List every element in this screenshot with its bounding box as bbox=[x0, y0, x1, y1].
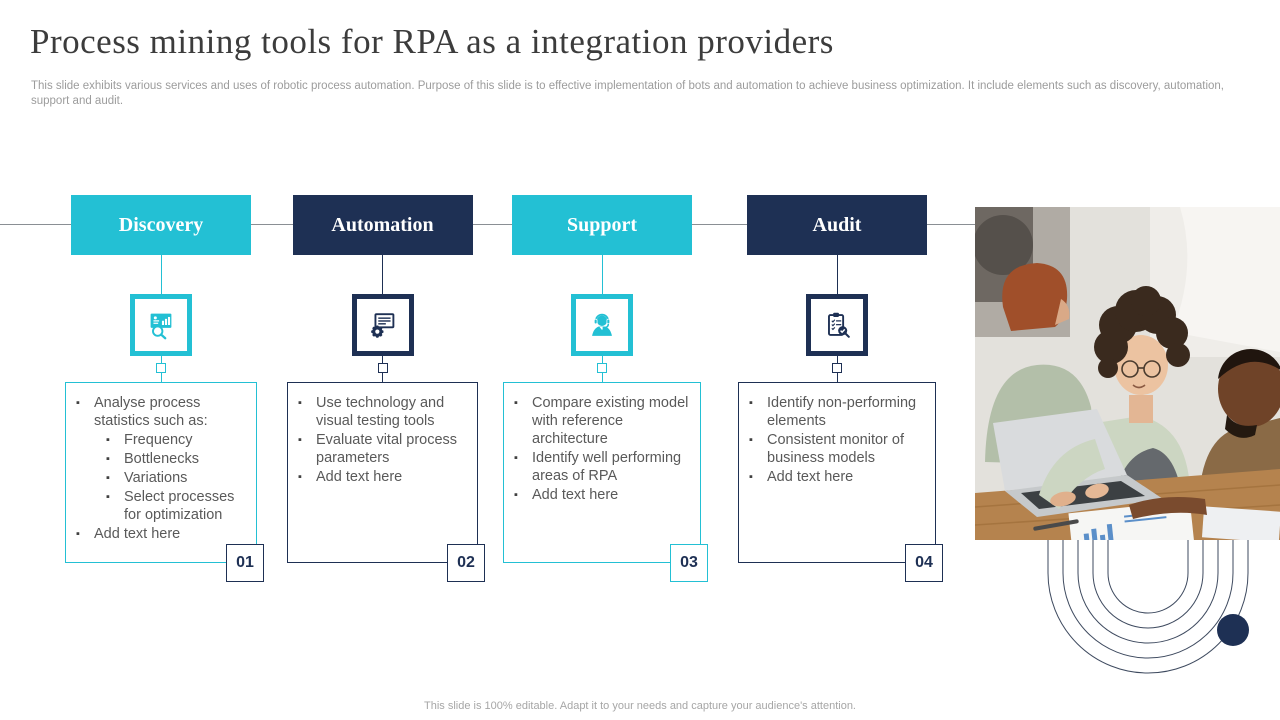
support-agent-icon bbox=[585, 308, 619, 342]
bullet-text: Identify well performing areas of RPA bbox=[532, 450, 682, 484]
bullet-item bbox=[76, 488, 253, 524]
slide-footer-note: This slide is 100% editable. Adapt it to your needs and capture your audience's attention. bbox=[424, 700, 856, 712]
bullet-item bbox=[749, 431, 932, 467]
bullet-item bbox=[298, 394, 474, 430]
bullet-text: Bottlenecks bbox=[124, 451, 199, 467]
connector-node bbox=[378, 363, 388, 373]
textbox-audit bbox=[738, 382, 936, 563]
bullet-marker: ▪ bbox=[514, 397, 518, 409]
column-automation bbox=[287, 195, 478, 595]
column-header-automation: Automation bbox=[293, 195, 473, 255]
bullet-marker: ▪ bbox=[76, 397, 80, 409]
bullet-item bbox=[749, 468, 932, 486]
bullet-text: Compare existing model with reference architecture bbox=[532, 395, 689, 447]
bullet-text: Variations bbox=[124, 470, 188, 486]
accent-dot bbox=[1217, 614, 1249, 646]
step-number-badge: 04 bbox=[905, 544, 943, 582]
slide-title: Process mining tools for RPA as a integration providers bbox=[30, 22, 834, 61]
column-header-discovery: Discovery bbox=[71, 195, 251, 255]
icon-frame bbox=[130, 294, 192, 356]
audit-checklist-icon bbox=[820, 308, 854, 342]
step-number-badge: 01 bbox=[226, 544, 264, 582]
column-discovery bbox=[65, 195, 257, 595]
bullet-text: Add text here bbox=[767, 469, 854, 485]
bullet-list bbox=[504, 383, 700, 504]
arc-decoration bbox=[1020, 540, 1280, 690]
bullet-item bbox=[76, 431, 253, 449]
presentation-analysis-icon bbox=[144, 308, 178, 342]
bullet-marker: ▪ bbox=[106, 434, 110, 446]
bullet-text: Select processes for optimization bbox=[124, 489, 235, 523]
bullet-marker: ▪ bbox=[749, 434, 753, 446]
connector-node bbox=[832, 363, 842, 373]
bullet-marker: ▪ bbox=[76, 528, 80, 540]
bullet-item bbox=[749, 394, 932, 430]
bullet-item bbox=[76, 450, 253, 468]
column-header-audit: Audit bbox=[747, 195, 927, 255]
bullet-marker: ▪ bbox=[514, 489, 518, 501]
bullet-marker: ▪ bbox=[106, 472, 110, 484]
bullet-text: Add text here bbox=[316, 469, 403, 485]
bullet-marker: ▪ bbox=[298, 434, 302, 446]
bullet-text: Analyse process statistics such as: bbox=[94, 395, 208, 429]
bullet-item bbox=[76, 394, 253, 430]
step-number-badge: 02 bbox=[447, 544, 485, 582]
column-support bbox=[503, 195, 701, 595]
step-number-badge: 03 bbox=[670, 544, 708, 582]
column-header-support: Support bbox=[512, 195, 692, 255]
slide-subtitle: This slide exhibits various services and uses of robotic process automation. Purpose of this slide is to effective implementation of bots and automation to achieve business optimization. It include elements such as discovery, automation, support and audit. bbox=[31, 80, 1225, 107]
bullet-marker: ▪ bbox=[749, 471, 753, 483]
bullet-item bbox=[76, 525, 253, 543]
team-photo bbox=[975, 207, 1280, 540]
bullet-marker: ▪ bbox=[298, 397, 302, 409]
bullet-text: Add text here bbox=[94, 526, 181, 542]
connector-node bbox=[156, 363, 166, 373]
icon-frame bbox=[806, 294, 868, 356]
bullet-item bbox=[514, 449, 697, 485]
bullet-item bbox=[298, 431, 474, 467]
bullet-marker: ▪ bbox=[106, 453, 110, 465]
bullet-marker: ▪ bbox=[298, 471, 302, 483]
bullet-text: Evaluate vital process parameters bbox=[316, 432, 458, 466]
bullet-marker: ▪ bbox=[106, 491, 110, 503]
bullet-item bbox=[514, 486, 697, 504]
textbox-support bbox=[503, 382, 701, 563]
bullet-marker: ▪ bbox=[749, 397, 753, 409]
bullet-item bbox=[76, 469, 253, 487]
bullet-list bbox=[288, 383, 477, 486]
bullet-list bbox=[66, 383, 256, 543]
document-gear-icon bbox=[366, 308, 400, 342]
icon-frame bbox=[352, 294, 414, 356]
bullet-marker: ▪ bbox=[514, 452, 518, 464]
bullet-text: Consistent monitor of business models bbox=[767, 432, 905, 466]
bullet-list bbox=[739, 383, 935, 486]
textbox-discovery bbox=[65, 382, 257, 563]
bullet-text: Frequency bbox=[124, 432, 193, 448]
bullet-item bbox=[298, 468, 474, 486]
bullet-text: Identify non-performing elements bbox=[767, 395, 917, 429]
icon-frame bbox=[571, 294, 633, 356]
column-audit bbox=[738, 195, 936, 595]
bullet-text: Use technology and visual testing tools bbox=[316, 395, 445, 429]
connector-node bbox=[597, 363, 607, 373]
bullet-item bbox=[514, 394, 697, 448]
bullet-text: Add text here bbox=[532, 487, 619, 503]
textbox-automation bbox=[287, 382, 478, 563]
